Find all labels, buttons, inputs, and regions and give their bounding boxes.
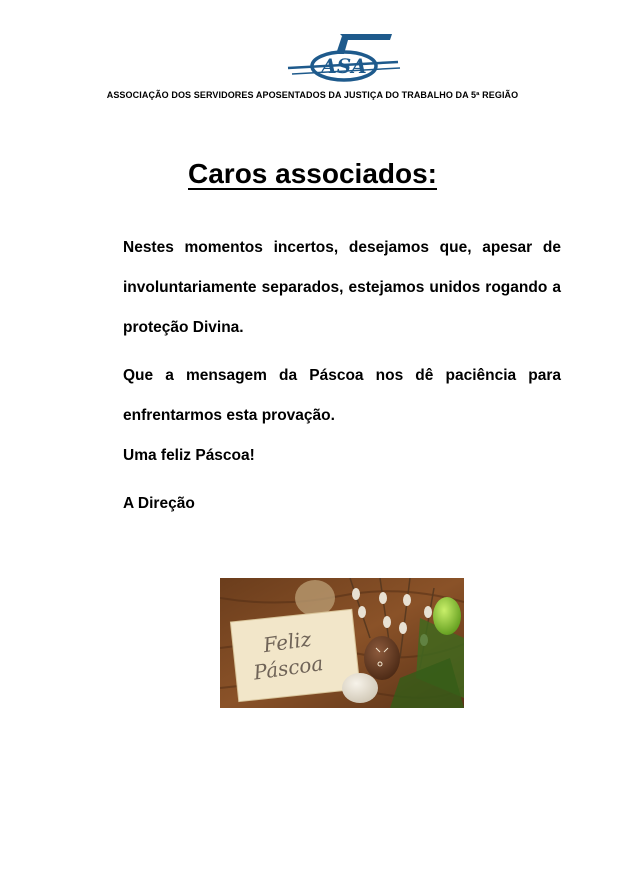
green-egg-icon <box>433 597 461 635</box>
asa-logo-graphic <box>280 28 410 88</box>
paragraph-2: Que a mensagem da Páscoa nos dê paciência para enfrentarmos esta provação. <box>123 367 561 424</box>
white-egg-icon <box>342 673 378 703</box>
organization-name: ASSOCIAÇÃO DOS SERVIDORES APOSENTADOS DA JUSTIÇA DO TRABALHO DA 5ª REGIÃO <box>106 90 519 100</box>
paragraph-3: Uma feliz Páscoa! <box>123 447 255 464</box>
card-text-line1: Feliz <box>261 626 313 658</box>
easter-photo <box>220 578 464 708</box>
card-text-line2: Páscoa <box>252 651 325 685</box>
asa-logo <box>280 28 410 88</box>
page-title-text: Caros associados: <box>188 158 437 189</box>
signature: A Direção <box>123 495 195 512</box>
page-title <box>0 158 625 190</box>
chocolate-egg-icon <box>364 636 400 680</box>
logo-text: ASA <box>321 54 367 78</box>
paragraph-1: Nestes momentos incertos, desejamos que, apesar de involuntariamente separados, estejamos unidos rogando a proteção Divina. <box>123 239 561 336</box>
